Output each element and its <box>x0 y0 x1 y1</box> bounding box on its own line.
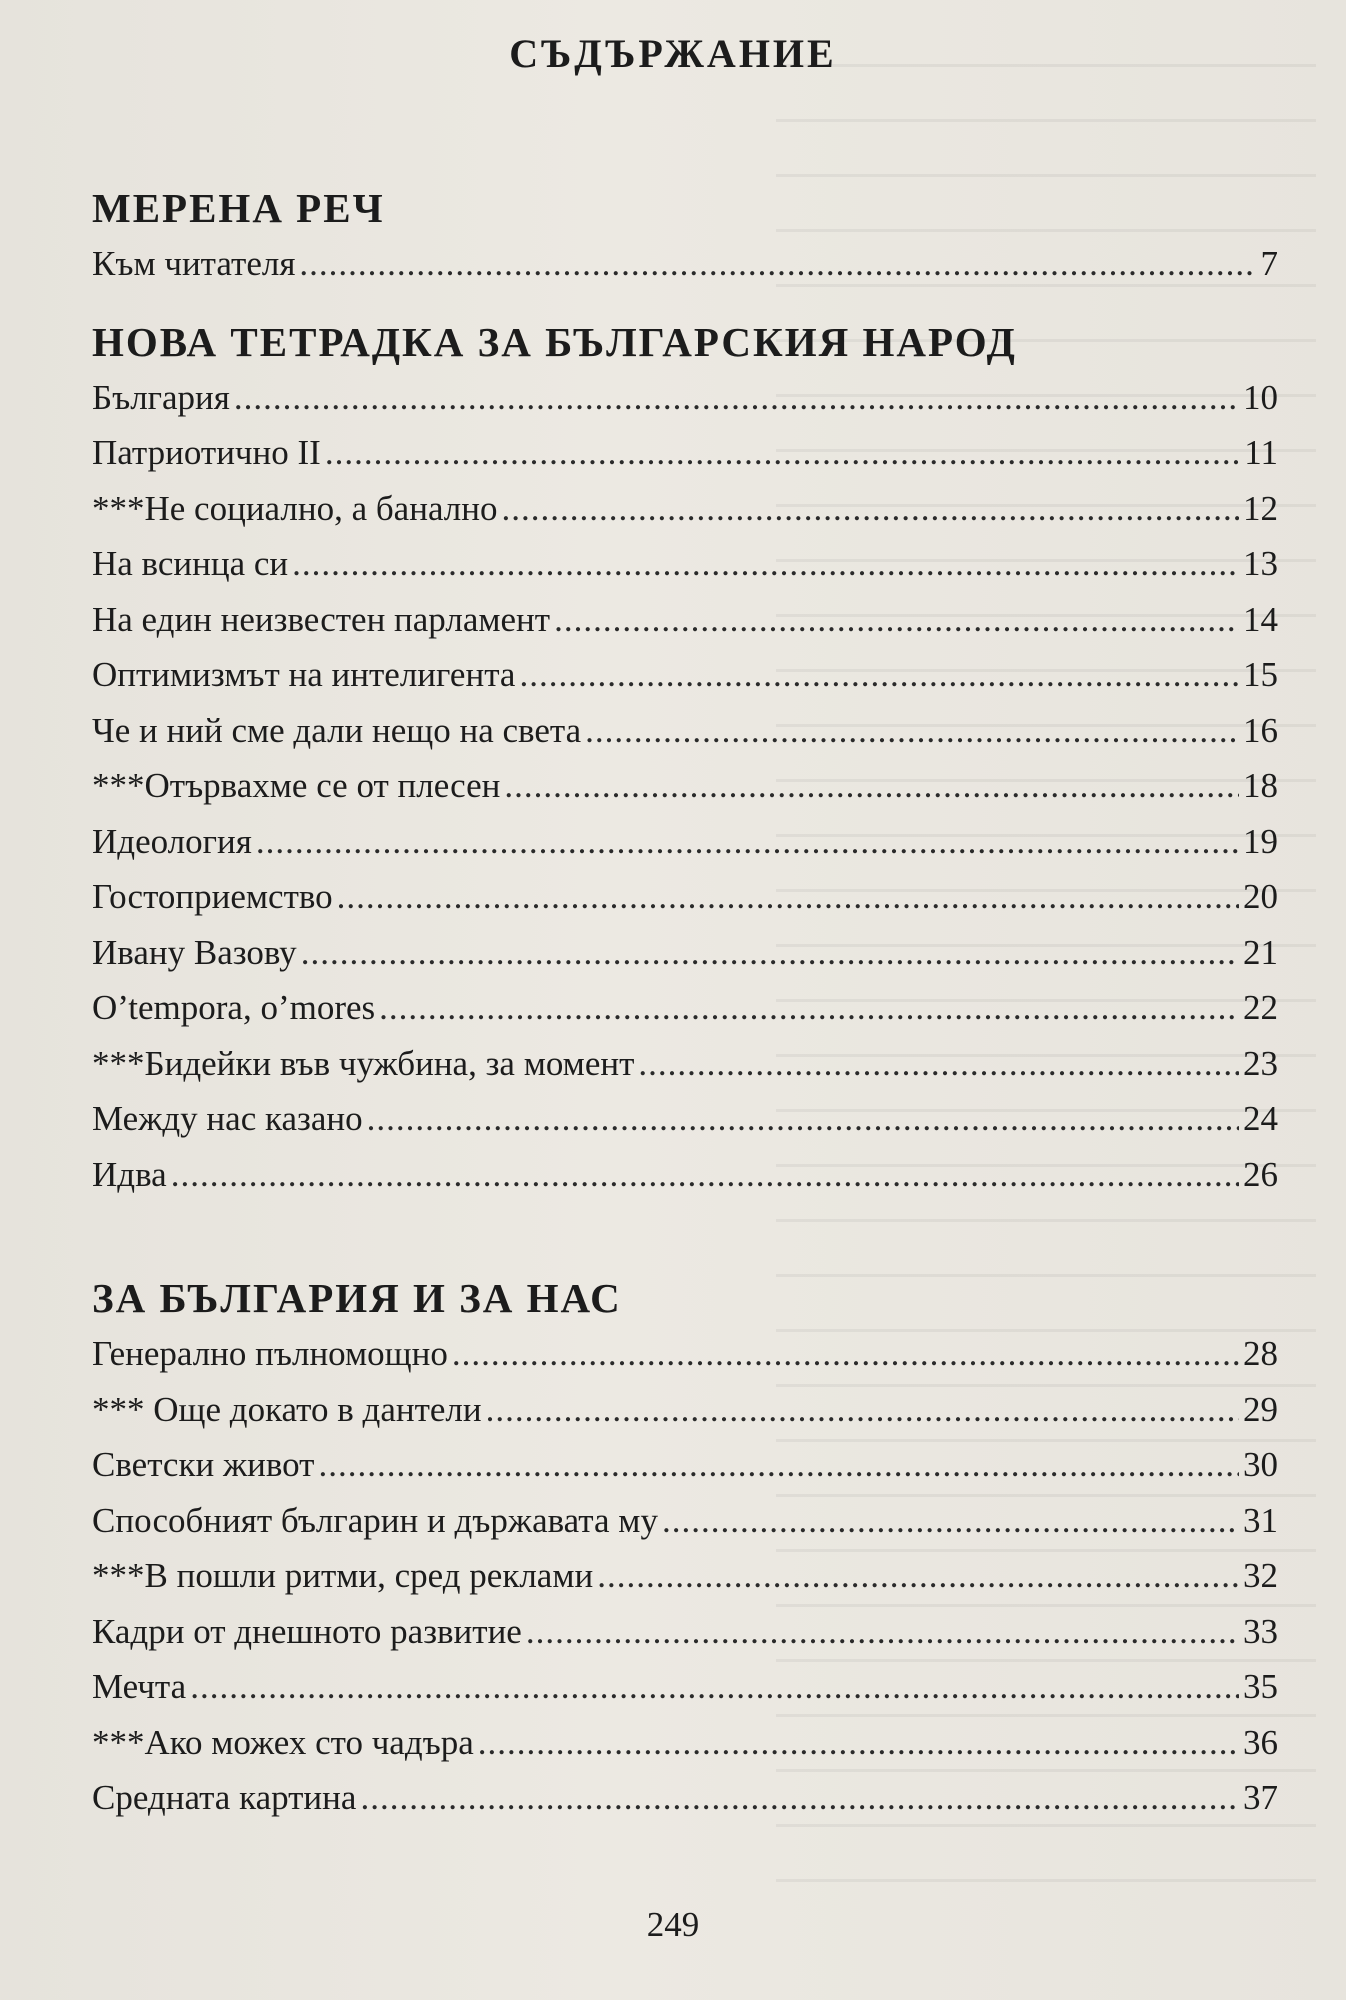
dot-leader <box>325 425 1240 481</box>
entry-page: 23 <box>1243 1043 1278 1083</box>
section-spacer <box>92 1202 1278 1270</box>
section-spacer <box>92 292 1278 314</box>
entry-title: Че и ний сме дали нещо на света <box>92 710 582 750</box>
entry-title: Гостоприемство <box>92 877 333 916</box>
entry-page: 28 <box>1243 1334 1278 1373</box>
entry-page: 16 <box>1243 710 1278 750</box>
toc-entry <box>92 592 1278 648</box>
toc-entry <box>92 1147 1278 1203</box>
entry-title: България <box>92 377 230 417</box>
entry-title: ***Бидейки във чужбина, за момент <box>92 1043 635 1083</box>
toc-entry <box>92 236 1278 292</box>
entry-page: 35 <box>1243 1667 1278 1706</box>
entry-title: На всинца си <box>92 544 289 583</box>
entry-title: Идва <box>92 1154 167 1194</box>
section-title: МЕРЕНА РЕЧ <box>92 185 385 231</box>
entry-page: 7 <box>1260 244 1278 283</box>
toc-entry <box>92 481 1278 537</box>
dot-leader <box>301 925 1239 981</box>
toc-section <box>92 314 1278 1203</box>
dot-leader <box>597 1548 1239 1604</box>
dot-leader <box>502 481 1240 537</box>
toc-entry <box>92 1091 1278 1147</box>
dot-leader <box>190 1659 1239 1715</box>
entry-page: 32 <box>1243 1556 1278 1595</box>
section-title: ЗА БЪЛГАРИЯ И ЗА НАС <box>92 1275 622 1321</box>
section-title: НОВА ТЕТРАДКА ЗА БЪЛГАРСКИЯ НАРОД <box>92 318 1017 365</box>
toc-section <box>92 180 1278 292</box>
entry-title: Идеология <box>92 821 252 861</box>
toc-entry <box>92 1036 1278 1092</box>
entry-page: 21 <box>1243 932 1278 972</box>
dot-leader <box>360 1770 1239 1826</box>
entry-title: Патриотично II <box>92 433 321 472</box>
entry-title: ***Отървахме се от плесен <box>92 766 501 805</box>
entry-title: Към читателя <box>92 244 296 283</box>
entry-title: Средната картина <box>92 1778 357 1817</box>
dot-leader <box>486 1382 1239 1438</box>
toc-entry <box>92 1715 1278 1771</box>
entry-page: 19 <box>1243 821 1278 861</box>
entry-title: Между нас казано <box>92 1099 363 1138</box>
entry-page: 18 <box>1243 766 1278 805</box>
entry-title: На един неизвестен парламент <box>92 599 551 639</box>
dot-leader <box>379 980 1239 1036</box>
entry-title: Кадри от днешното развитие <box>92 1611 522 1651</box>
page-title: СЪДЪРЖАНИЕ <box>509 31 837 76</box>
dot-leader <box>299 236 1256 292</box>
dot-leader <box>337 869 1239 925</box>
dot-leader <box>171 1147 1239 1203</box>
toc-entry <box>92 925 1278 981</box>
dot-leader <box>234 370 1239 426</box>
entry-page: 31 <box>1243 1500 1278 1540</box>
entry-title: Светски живот <box>92 1445 315 1484</box>
toc-entry <box>92 980 1278 1036</box>
entry-title: ***Ако можех сто чадъра <box>92 1722 474 1762</box>
dot-leader <box>638 1036 1239 1092</box>
toc-entry <box>92 703 1278 759</box>
entry-title: Способният българин и държавата му <box>92 1500 658 1540</box>
toc-entry <box>92 1437 1278 1493</box>
entry-page: 12 <box>1243 488 1278 528</box>
entry-page: 36 <box>1243 1722 1278 1762</box>
entry-page: 15 <box>1243 655 1278 694</box>
toc-section <box>92 1270 1278 1826</box>
entry-page: 37 <box>1243 1778 1278 1817</box>
toc-entry <box>92 536 1278 592</box>
dot-leader <box>526 1604 1239 1660</box>
entry-title: ***В пошли ритми, сред реклами <box>92 1556 594 1595</box>
entry-page: 30 <box>1243 1445 1278 1484</box>
toc-entry <box>92 1548 1278 1604</box>
toc-entry <box>92 758 1278 814</box>
toc-entry <box>92 1382 1278 1438</box>
dot-leader <box>662 1493 1239 1549</box>
toc-entry <box>92 1770 1278 1826</box>
dot-leader <box>519 647 1239 703</box>
entry-title: Ивану Вазову <box>92 932 297 972</box>
dot-leader <box>292 536 1239 592</box>
entry-page: 22 <box>1243 988 1278 1027</box>
entry-page: 24 <box>1243 1099 1278 1138</box>
entry-page: 14 <box>1243 599 1278 639</box>
entry-title: Генерално пълномощно <box>92 1334 448 1373</box>
entry-title: O’tempora, o’mores <box>92 988 376 1027</box>
toc-entry <box>92 370 1278 426</box>
dot-leader <box>452 1326 1239 1382</box>
toc-entry <box>92 1659 1278 1715</box>
entry-title: *** Още докато в дантели <box>92 1389 482 1429</box>
dot-leader <box>478 1715 1239 1771</box>
entry-page: 33 <box>1243 1611 1278 1651</box>
toc-entry <box>92 1493 1278 1549</box>
toc-entry <box>92 1604 1278 1660</box>
entry-page: 10 <box>1243 377 1278 417</box>
entry-page: 20 <box>1243 877 1278 916</box>
entry-page: 13 <box>1243 544 1278 583</box>
entry-page: 29 <box>1243 1389 1278 1429</box>
dot-leader <box>367 1091 1239 1147</box>
dot-leader <box>554 592 1239 648</box>
table-of-contents <box>92 180 1278 1826</box>
dot-leader <box>504 758 1239 814</box>
toc-entry <box>92 814 1278 870</box>
entry-page: 26 <box>1243 1154 1278 1194</box>
toc-entry <box>92 425 1278 481</box>
entry-title: Мечта <box>92 1667 187 1706</box>
dot-leader <box>256 814 1239 870</box>
page-number: 249 <box>646 1905 700 1944</box>
entry-title: Оптимизмът на интелигента <box>92 655 516 694</box>
dot-leader <box>318 1437 1239 1493</box>
entry-title: ***Не социално, а банално <box>92 488 498 528</box>
dot-leader <box>585 703 1239 759</box>
toc-entry <box>92 647 1278 703</box>
toc-entry <box>92 1326 1278 1382</box>
entry-page: 11 <box>1244 433 1278 472</box>
toc-entry <box>92 869 1278 925</box>
